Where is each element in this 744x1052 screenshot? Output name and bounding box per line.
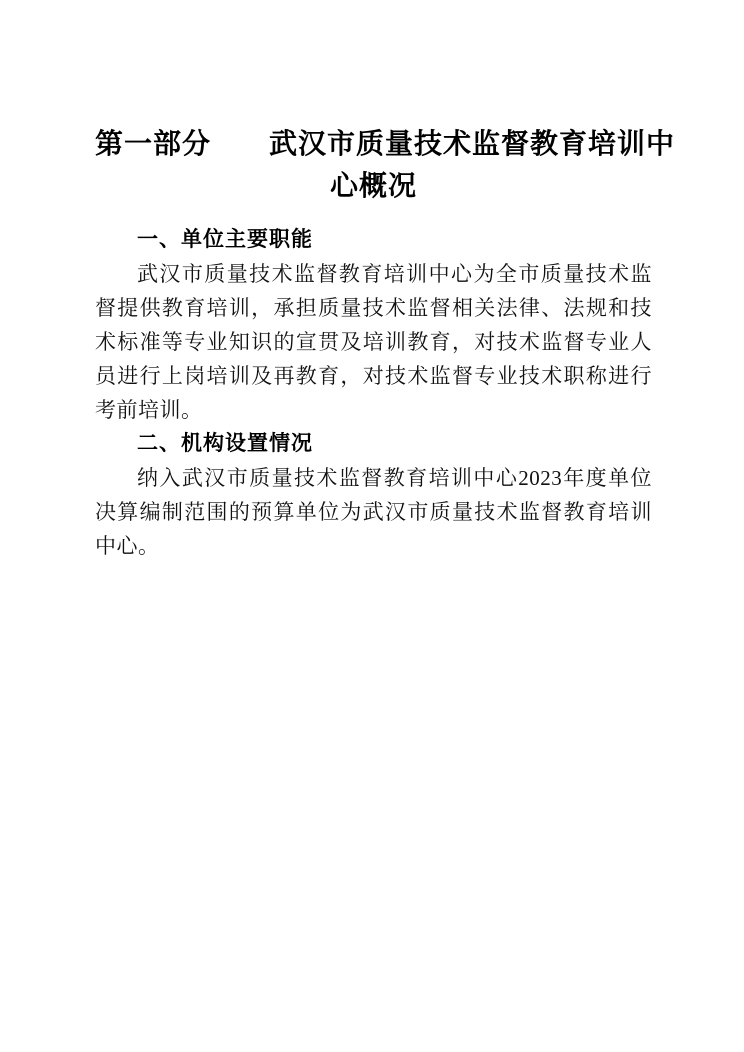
section-2-paragraph: 纳入武汉市质量技术监督教育培训中心2023年度单位决算编制范围的预算单位为武汉市质量技术监督教育培训中心。 — [95, 466, 652, 558]
document-title — [95, 123, 676, 207]
section-1-paragraph: 武汉市质量技术监督教育培训中心为全市质量技术监督提供教育培训，承担质量技术监督相关法律、法规和技术标准等专业知识的宣贯及培训教育，对技术监督专业人员进行上岗培训及再教育，对技术监督专业技术职称进行考前培训。 — [95, 262, 652, 422]
section-2-heading: 二、机构设置情况 — [137, 432, 313, 455]
document-title-line1: 第一部分 武汉市质量技术监督教育培训中 — [95, 128, 676, 159]
document-title-line2: 心概况 — [329, 170, 417, 201]
section-organization-setup — [95, 427, 652, 563]
section-1-heading: 一、单位主要职能 — [137, 228, 313, 251]
section-unit-main-functions — [95, 223, 652, 427]
